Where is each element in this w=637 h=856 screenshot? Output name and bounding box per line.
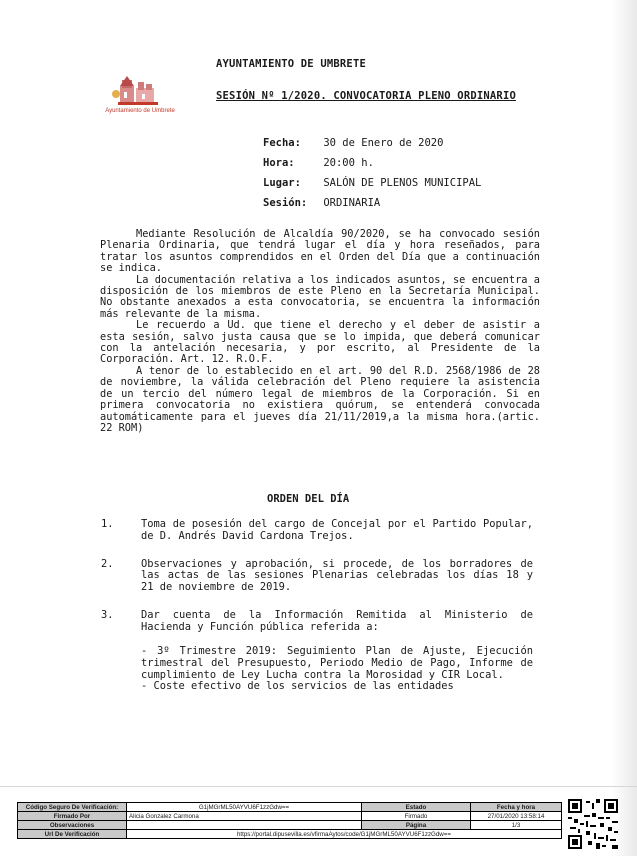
orden-del-dia-title: ORDEN DEL DÍA xyxy=(267,493,350,505)
logo-caption: Ayuntamiento de Umbrete xyxy=(105,108,175,114)
orden-subitems xyxy=(141,646,533,693)
meta-lugar-value: SALÓN DE PLENOS MUNICIPAL xyxy=(323,177,482,189)
estado-label: Estado xyxy=(362,803,471,812)
pagina-value: 1/3 xyxy=(471,821,562,830)
orden-item-text: Dar cuenta de la Información Remitida al Ministerio de Hacienda y Función pública referida a: xyxy=(141,608,533,633)
paragraph-documentacion: La documentación relativa a los indicados asuntos, se encuentra a disposición de los miembros de este Pleno en la Secretaría Municipal. No obstante anexados a esta convocatoria, se encuentra la información más relevante de la misma. xyxy=(100,273,540,320)
codigo-label: Código Seguro De Verificación: xyxy=(18,803,127,812)
meta-sesion-label: Sesión: xyxy=(263,197,308,209)
subitem-coste: - Coste efectivo de los servicios de las entidades xyxy=(141,680,454,693)
qr-code-icon xyxy=(568,799,618,849)
orden-list xyxy=(101,519,533,650)
orden-item-number: 3. xyxy=(101,608,114,621)
meta-sesion xyxy=(263,197,481,217)
pagina-label: Página xyxy=(362,821,471,830)
meta-hora-value: 20:00 h. xyxy=(323,157,374,169)
verification-table xyxy=(17,802,562,839)
paragraph-derecho: Le recuerdo a Ud. que tiene el derecho y el deber de asistir a esta sesión, salvo justa causa que se lo impida, que deberá comunicar con la antelación necesaria, y por escrito, al Presidente de la Corporación. Art. 12. R.O.F. xyxy=(100,319,540,366)
orden-item-number: 1. xyxy=(101,518,114,530)
paragraph-quorum: A tenor de lo establecido en el art. 90 del R.D. 2568/1986 de 28 de noviembre, la válida celebración del Pleno requiere la asistencia de un tercio del número legal de miembros de la Corporación. Si en primera convocatoria no existiera quórum, se entenderá convocada automáticamente para el jueves día 21/11/2019,a la misma hora.(artic. 22 ROM) xyxy=(100,364,540,434)
url-value[interactable]: https://portal.dipusevilla.es/vfirmaAytos/code/G1jMGrML50AYVU6F1zzGdw== xyxy=(127,830,562,839)
fecha-hora-label: Fecha y hora xyxy=(471,803,562,812)
meta-fecha-value: 30 de Enero de 2020 xyxy=(323,137,444,149)
orden-item-number: 2. xyxy=(101,557,114,570)
meta-hora xyxy=(263,157,481,177)
session-meta xyxy=(263,137,481,217)
orden-item-text: Toma de posesión del cargo de Concejal por el Partido Popular, de D. Andrés David Cardona Trejos. xyxy=(141,518,533,542)
firmado-fecha: 27/01/2020 13:58:14 xyxy=(471,812,562,821)
verification-row xyxy=(18,803,562,812)
institution-title: AYUNTAMIENTO DE UMBRETE xyxy=(216,58,366,70)
observaciones-label: Observaciones xyxy=(18,821,127,830)
orden-item xyxy=(101,610,533,634)
url-label: Url De Verificación xyxy=(18,830,127,839)
verification-row xyxy=(18,830,562,839)
orden-item xyxy=(101,559,533,594)
footer-divider xyxy=(0,786,637,787)
orden-item-text: Observaciones y aprobación, si procede, de los borradores de las actas de las sesiones Plenarias celebradas los días 18 y 21 de noviembre de 2019. xyxy=(141,557,533,594)
meta-sesion-value: ORDINARIA xyxy=(323,197,381,209)
subitem-trimestre: - 3º Trimestre 2019: Seguimiento Plan de Ajuste, Ejecución trimestral del Presupuesto, Periodo Medio de Pago, Informe de cumplimiento de Ley Lucha contra la Morosidad y CIR Local. xyxy=(141,645,533,681)
meta-fecha xyxy=(263,137,481,157)
convocatoria-body xyxy=(100,229,540,434)
verification-row xyxy=(18,812,562,821)
observaciones-value xyxy=(127,821,362,830)
firmado-label: Firmado Por xyxy=(18,812,127,821)
orden-item xyxy=(101,519,533,543)
firmado-value: Alicia Gonzalez Carmona xyxy=(127,812,362,821)
meta-lugar-label: Lugar: xyxy=(263,177,301,189)
codigo-value: G1jMGrML50AYVU6F1zzGdw== xyxy=(127,803,362,812)
firmado-estado: Firmado xyxy=(362,812,471,821)
meta-lugar xyxy=(263,177,481,197)
meta-hora-label: Hora: xyxy=(263,157,295,169)
verification-row xyxy=(18,821,562,830)
meta-fecha-label: Fecha: xyxy=(263,137,301,149)
paragraph-resolucion: Mediante Resolución de Alcaldía 90/2020, se ha convocado sesión Plenaria Ordinaria, que tendrá lugar el día y hora reseñados, para tratar los asuntos comprendidos en el Orden del Día que a continuación se indica. xyxy=(100,228,540,275)
session-title: SESIÓN Nº 1/2020. CONVOCATORIA PLENO ORDINARIO xyxy=(216,90,516,102)
